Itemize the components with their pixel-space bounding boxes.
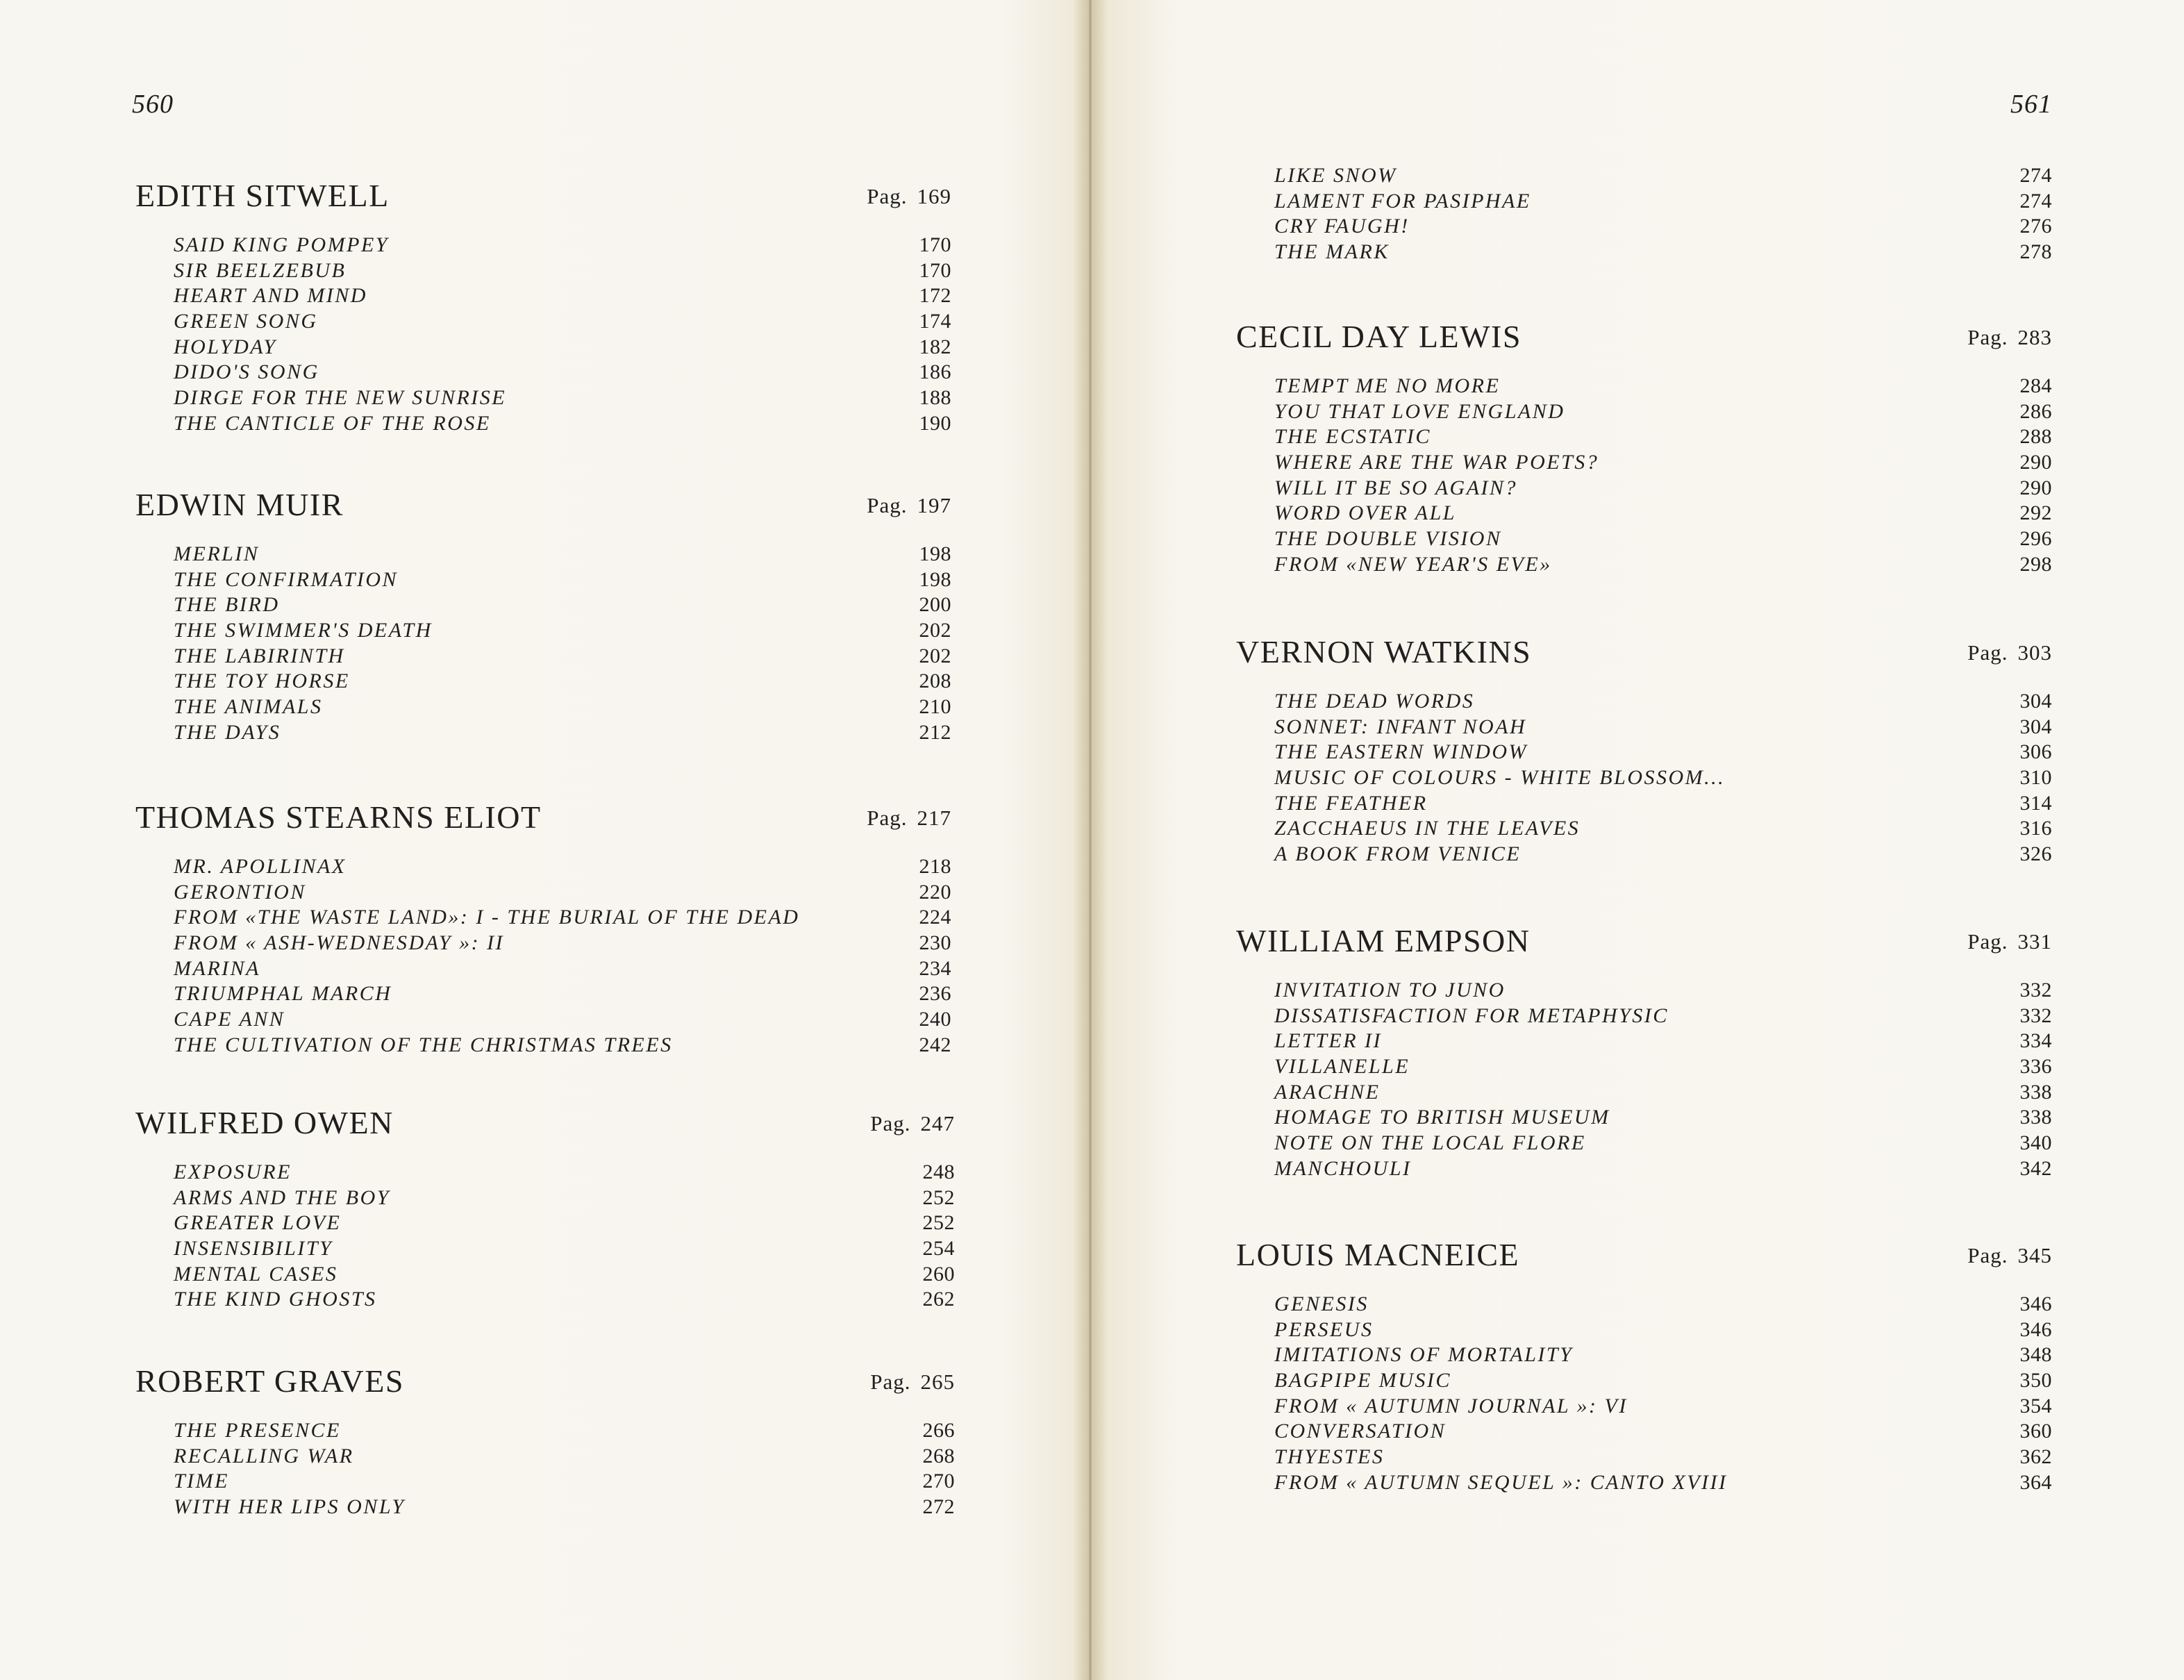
poem-title: THE KIND GHOSTS	[174, 1288, 377, 1311]
toc-entry	[174, 1287, 955, 1313]
poem-list	[174, 233, 951, 437]
poem-page-number: 288	[2019, 425, 2052, 449]
poem-title: LETTER II	[1274, 1029, 1383, 1053]
poem-page-number: 260	[922, 1262, 955, 1286]
poem-page-number: 354	[2019, 1394, 2052, 1417]
poem-page-number: 240	[919, 1008, 951, 1031]
toc-entry	[174, 981, 951, 1007]
poem-list	[1274, 163, 2052, 265]
toc-entry	[174, 1033, 951, 1058]
author-start-page	[1967, 325, 2052, 350]
toc-entry	[174, 1007, 951, 1033]
poem-list	[1274, 374, 2052, 578]
book-gutter	[1073, 0, 1108, 1680]
toc-entry	[1274, 399, 2052, 425]
poem-page-number: 218	[919, 855, 951, 878]
toc-entry	[1274, 689, 2052, 715]
section-header	[1236, 922, 2052, 978]
toc-entry	[1274, 740, 2052, 765]
poem-page-number: 266	[922, 1419, 955, 1442]
folio-right: 561	[2010, 90, 2052, 119]
poem-title: RECALLING WAR	[174, 1444, 354, 1467]
poem-page-number: 198	[919, 567, 951, 591]
toc-entry	[174, 905, 951, 931]
poem-page-number: 326	[2019, 842, 2052, 866]
page-number: 247	[920, 1111, 955, 1136]
poem-title: FROM « AUTUMN SEQUEL »: CANTO XVIII	[1274, 1470, 1728, 1494]
section-header	[135, 486, 951, 542]
toc-entry	[174, 542, 951, 567]
toc-entry	[174, 854, 951, 880]
pag-label: Pag.	[870, 1111, 911, 1136]
poem-page-number: 340	[2019, 1131, 2052, 1155]
toc-entry	[1274, 450, 2052, 476]
toc-entry	[1274, 1419, 2052, 1445]
toc-entry	[1274, 163, 2052, 189]
author-name: EDWIN MUIR	[135, 487, 344, 522]
toc-entry	[1274, 1445, 2052, 1470]
poem-title: WORD OVER ALL	[1274, 501, 1456, 525]
toc-entry	[174, 1444, 955, 1470]
poem-page-number: 268	[922, 1444, 955, 1467]
poem-page-number: 364	[2019, 1470, 2052, 1494]
poem-title: THE ANIMALS	[174, 695, 323, 719]
toc-entry	[174, 1495, 955, 1520]
author-start-page	[1967, 929, 2052, 954]
poem-page-number: 314	[2019, 791, 2052, 815]
poem-page-number: 350	[2019, 1369, 2052, 1392]
poem-title: GREEN SONG	[174, 310, 318, 333]
author-name: THOMAS STEARNS ELIOT	[135, 799, 542, 835]
poem-page-number: 190	[919, 411, 951, 435]
page-number: 217	[917, 806, 951, 830]
toc-entry	[1274, 552, 2052, 578]
page-number: 265	[920, 1370, 955, 1394]
poem-title: INVITATION TO JUNO	[1274, 979, 1506, 1001]
toc-entry	[174, 931, 951, 956]
toc-entry	[1274, 501, 2052, 526]
poem-page-number: 304	[2019, 715, 2052, 738]
section-robert-graves	[135, 1363, 955, 1520]
poem-title: EXPOSURE	[174, 1161, 292, 1183]
toc-entry	[1274, 189, 2052, 215]
poem-page-number: 304	[2019, 690, 2052, 713]
poem-title: DIRGE FOR THE NEW SUNRISE	[174, 386, 507, 410]
section-cecil-day-lewis	[1236, 318, 2052, 578]
poem-title: WITH HER LIPS ONLY	[174, 1495, 406, 1519]
section-header	[1236, 1236, 2052, 1292]
toc-entry	[174, 880, 951, 906]
pag-label: Pag.	[867, 184, 908, 208]
section-edwin-muir	[135, 486, 951, 746]
author-name: LOUIS MACNEICE	[1236, 1237, 1520, 1272]
poem-page-number: 338	[2019, 1106, 2052, 1129]
poem-page-number: 254	[922, 1237, 955, 1261]
section-header	[135, 799, 951, 854]
section-louis-macneice	[1236, 1236, 2052, 1496]
poem-title: THE CANTICLE OF THE ROSE	[174, 411, 491, 435]
poem-title: THE PRESENCE	[174, 1419, 341, 1442]
toc-entry	[1274, 1080, 2052, 1106]
section-header	[135, 1363, 955, 1418]
pag-label: Pag.	[867, 806, 908, 830]
author-start-page	[870, 1370, 955, 1395]
toc-entry	[174, 1186, 955, 1211]
toc-entry	[174, 1469, 955, 1495]
poem-list	[174, 1160, 955, 1313]
toc-entry	[1274, 1054, 2052, 1080]
toc-entry	[174, 360, 951, 385]
poem-page-number: 362	[2019, 1445, 2052, 1469]
page-number: 331	[2017, 929, 2052, 954]
poem-page-number: 230	[919, 931, 951, 955]
toc-entry	[174, 233, 951, 258]
poem-title: GREATER LOVE	[174, 1211, 342, 1235]
poem-page-number: 310	[2019, 766, 2052, 790]
toc-entry	[174, 1211, 955, 1236]
poem-title: THE ECSTATIC	[1274, 425, 1431, 449]
poem-title: INSENSIBILITY	[174, 1237, 333, 1261]
author-name: EDITH SITWELL	[135, 178, 390, 213]
section-header	[1236, 318, 2052, 374]
page-number: 345	[2017, 1243, 2052, 1267]
toc-entry	[1274, 715, 2052, 740]
poem-page-number: 332	[2019, 1004, 2052, 1027]
poem-page-number: 338	[2019, 1080, 2052, 1104]
poem-page-number: 278	[2019, 240, 2052, 264]
author-start-page	[870, 1111, 955, 1136]
poem-title: THE TOY HORSE	[174, 669, 350, 693]
toc-entry	[174, 1160, 955, 1186]
poem-title: FROM « ASH-WEDNESDAY »: II	[174, 931, 505, 955]
toc-entry	[1274, 374, 2052, 399]
poem-title: BAGPIPE MUSIC	[1274, 1369, 1451, 1392]
toc-entry	[1274, 1292, 2052, 1317]
section-edith-sitwell	[135, 177, 951, 437]
poem-page-number: 342	[2019, 1156, 2052, 1180]
toc-entry	[1274, 791, 2052, 817]
poem-title: SIR BEELZEBUB	[174, 258, 347, 282]
poem-title: ARMS AND THE BOY	[174, 1186, 390, 1209]
poem-page-number: 274	[2019, 164, 2052, 187]
poem-list	[1274, 1292, 2052, 1496]
pag-label: Pag.	[870, 1370, 911, 1394]
poem-page-number: 248	[922, 1161, 955, 1183]
poem-page-number: 306	[2019, 740, 2052, 764]
poem-title: FROM «THE WASTE LAND»: I - THE BURIAL OF THE DEAD	[174, 906, 800, 929]
poem-page-number: 286	[2019, 399, 2052, 423]
poem-title: CONVERSATION	[1274, 1420, 1447, 1443]
poem-title: GENESIS	[1274, 1292, 1369, 1315]
poem-page-number: 172	[919, 284, 951, 308]
toc-entry	[1274, 526, 2052, 552]
author-start-page	[867, 184, 951, 209]
section-continued	[1236, 163, 2052, 265]
poem-title: THE SWIMMER'S DEATH	[174, 619, 433, 642]
poem-title: THE LABIRINTH	[174, 644, 345, 667]
poem-title: THE EASTERN WINDOW	[1274, 740, 1528, 764]
poem-title: HOMAGE TO BRITISH MUSEUM	[1274, 1106, 1610, 1129]
poem-title: YOU THAT LOVE ENGLAND	[1274, 399, 1565, 423]
poem-page-number: 200	[919, 593, 951, 617]
poem-title: THE BIRD	[174, 593, 280, 617]
author-start-page	[867, 493, 951, 518]
section-wilfred-owen	[135, 1104, 955, 1313]
poem-page-number: 236	[919, 982, 951, 1006]
poem-page-number: 234	[919, 956, 951, 980]
poem-page-number: 290	[2019, 476, 2052, 499]
poem-page-number: 170	[919, 258, 951, 282]
pag-label: Pag.	[867, 493, 908, 517]
toc-entry	[1274, 1342, 2052, 1368]
poem-title: GERONTION	[174, 880, 306, 904]
toc-entry	[174, 1236, 955, 1262]
poem-title: IMITATIONS OF MORTALITY	[1274, 1343, 1574, 1367]
poem-page-number: 186	[919, 360, 951, 384]
toc-entry	[174, 1262, 955, 1288]
poem-title: LAMENT FOR PASIPHAE	[1274, 189, 1531, 213]
poem-page-number: 210	[919, 695, 951, 719]
poem-title: TEMPT ME NO MORE	[1274, 374, 1501, 397]
page-number: 283	[2017, 325, 2052, 349]
section-header	[135, 177, 951, 233]
author-name: ROBERT GRAVES	[135, 1363, 404, 1399]
toc-entry	[174, 618, 951, 644]
section-vernon-watkins	[1236, 633, 2052, 867]
toc-entry	[174, 695, 951, 720]
poem-list	[174, 854, 951, 1058]
poem-title: TIME	[174, 1470, 229, 1493]
toc-entry	[174, 309, 951, 335]
poem-page-number: 262	[922, 1288, 955, 1311]
poem-list	[174, 542, 951, 746]
toc-entry	[1274, 842, 2052, 867]
poem-title: TRIUMPHAL MARCH	[174, 982, 392, 1006]
poem-title: CRY FAUGH!	[1274, 215, 1410, 238]
toc-entry	[1274, 1394, 2052, 1420]
author-start-page	[1967, 640, 2052, 665]
pag-label: Pag.	[1967, 929, 2008, 954]
poem-title: NOTE ON THE LOCAL FLORE	[1274, 1131, 1586, 1155]
poem-page-number: 316	[2019, 817, 2052, 840]
toc-entry	[174, 644, 951, 669]
poem-list	[174, 1418, 955, 1520]
toc-entry	[1274, 214, 2052, 240]
poem-title: THE CONFIRMATION	[174, 567, 399, 591]
poem-page-number: 202	[919, 644, 951, 667]
toc-entry	[1274, 1368, 2052, 1394]
toc-entry	[1274, 978, 2052, 1004]
poem-page-number: 270	[922, 1470, 955, 1493]
poem-page-number: 252	[922, 1211, 955, 1235]
poem-title: LIKE SNOW	[1274, 164, 1397, 187]
poem-title: THE DEAD WORDS	[1274, 690, 1475, 713]
toc-entry	[1274, 1105, 2052, 1131]
toc-entry	[1274, 1004, 2052, 1029]
poem-page-number: 332	[2019, 979, 2052, 1001]
poem-page-number: 290	[2019, 451, 2052, 474]
poem-page-number: 284	[2019, 374, 2052, 397]
poem-page-number: 298	[2019, 552, 2052, 576]
poem-page-number: 170	[919, 233, 951, 256]
poem-page-number: 360	[2019, 1420, 2052, 1443]
poem-title: THE DAYS	[174, 720, 281, 744]
poem-title: FROM « AUTUMN JOURNAL »: VI	[1274, 1394, 1628, 1417]
author-name: WILFRED OWEN	[135, 1105, 394, 1140]
section-header	[1236, 633, 2052, 689]
toc-entry	[1274, 1470, 2052, 1496]
poem-page-number: 198	[919, 542, 951, 565]
poem-page-number: 208	[919, 669, 951, 693]
poem-title: ARACHNE	[1274, 1080, 1381, 1104]
poem-title: A BOOK FROM VENICE	[1274, 842, 1522, 866]
poem-page-number: 202	[919, 619, 951, 642]
poem-page-number: 346	[2019, 1292, 2052, 1315]
poem-page-number: 272	[922, 1495, 955, 1519]
toc-entry	[1274, 240, 2052, 265]
poem-list	[1274, 689, 2052, 867]
poem-page-number: 292	[2019, 501, 2052, 525]
poem-title: THYESTES	[1274, 1445, 1385, 1469]
poem-page-number: 212	[919, 720, 951, 744]
poem-title: MARINA	[174, 956, 260, 980]
poem-title: SAID KING POMPEY	[174, 233, 389, 256]
poem-title: DISSATISFACTION FOR METAPHYSIC	[1274, 1004, 1669, 1027]
poem-page-number: 334	[2019, 1029, 2052, 1053]
toc-entry	[1274, 424, 2052, 450]
poem-title: MANCHOULI	[1274, 1156, 1412, 1180]
poem-title: MENTAL CASES	[174, 1262, 338, 1286]
section-thomas-stearns-eliot	[135, 799, 951, 1058]
folio-left: 560	[132, 90, 174, 119]
toc-entry	[174, 258, 951, 284]
author-name: WILLIAM EMPSON	[1236, 923, 1531, 958]
poem-page-number: 174	[919, 310, 951, 333]
pag-label: Pag.	[1967, 1243, 2008, 1267]
poem-page-number: 182	[919, 335, 951, 358]
section-header	[135, 1104, 955, 1160]
page-number: 197	[917, 493, 951, 517]
poem-title: HEART AND MIND	[174, 284, 367, 308]
toc-entry	[174, 283, 951, 309]
author-start-page	[1967, 1243, 2052, 1268]
poem-page-number: 348	[2019, 1343, 2052, 1367]
poem-page-number: 224	[919, 906, 951, 929]
toc-entry	[174, 720, 951, 746]
section-william-empson	[1236, 922, 2052, 1182]
poem-title: MR. APOLLINAX	[174, 855, 347, 878]
toc-entry	[174, 592, 951, 618]
poem-title: THE MARK	[1274, 240, 1390, 264]
poem-list	[1274, 978, 2052, 1182]
pag-label: Pag.	[1967, 325, 2008, 349]
toc-entry	[1274, 1156, 2052, 1182]
toc-entry	[174, 567, 951, 593]
poem-title: THE FEATHER	[1274, 791, 1428, 815]
author-name: VERNON WATKINS	[1236, 634, 1532, 669]
poem-title: WILL IT BE SO AGAIN?	[1274, 476, 1518, 499]
poem-title: PERSEUS	[1274, 1317, 1374, 1341]
page-number: 303	[2017, 640, 2052, 665]
poem-title: MUSIC OF COLOURS - WHITE BLOSSOM...	[1274, 766, 1726, 790]
author-name: CECIL DAY LEWIS	[1236, 319, 1522, 354]
poem-page-number: 276	[2019, 215, 2052, 238]
poem-title: MERLIN	[174, 542, 260, 565]
poem-title: WHERE ARE THE WAR POETS?	[1274, 451, 1599, 474]
toc-entry	[174, 411, 951, 437]
toc-entry	[1274, 1029, 2052, 1054]
toc-entry	[174, 956, 951, 982]
toc-entry	[1274, 1317, 2052, 1343]
toc-entry	[174, 385, 951, 411]
poem-page-number: 346	[2019, 1317, 2052, 1341]
poem-page-number: 296	[2019, 527, 2052, 551]
page-number: 169	[917, 184, 951, 208]
poem-title: THE DOUBLE VISION	[1274, 527, 1502, 551]
poem-title: DIDO'S SONG	[174, 360, 319, 384]
author-start-page	[867, 806, 951, 831]
poem-title: HOLYDAY	[174, 335, 277, 358]
poem-title: CAPE ANN	[174, 1008, 285, 1031]
toc-entry	[174, 669, 951, 695]
poem-page-number: 188	[919, 386, 951, 410]
poem-page-number: 274	[2019, 189, 2052, 213]
pag-label: Pag.	[1967, 640, 2008, 665]
poem-title: SONNET: INFANT NOAH	[1274, 715, 1527, 738]
poem-page-number: 252	[922, 1186, 955, 1209]
poem-title: VILLANELLE	[1274, 1055, 1410, 1079]
toc-entry	[1274, 1131, 2052, 1156]
poem-title: FROM «NEW YEAR'S EVE»	[1274, 552, 1552, 576]
poem-page-number: 242	[919, 1033, 951, 1056]
toc-entry	[1274, 816, 2052, 842]
toc-entry	[174, 1418, 955, 1444]
toc-entry	[1274, 476, 2052, 501]
poem-page-number: 336	[2019, 1055, 2052, 1079]
poem-title: ZACCHAEUS IN THE LEAVES	[1274, 817, 1581, 840]
poem-page-number: 220	[919, 880, 951, 904]
poem-title: THE CULTIVATION OF THE CHRISTMAS TREES	[174, 1033, 673, 1056]
toc-entry	[174, 335, 951, 360]
toc-entry	[1274, 765, 2052, 791]
